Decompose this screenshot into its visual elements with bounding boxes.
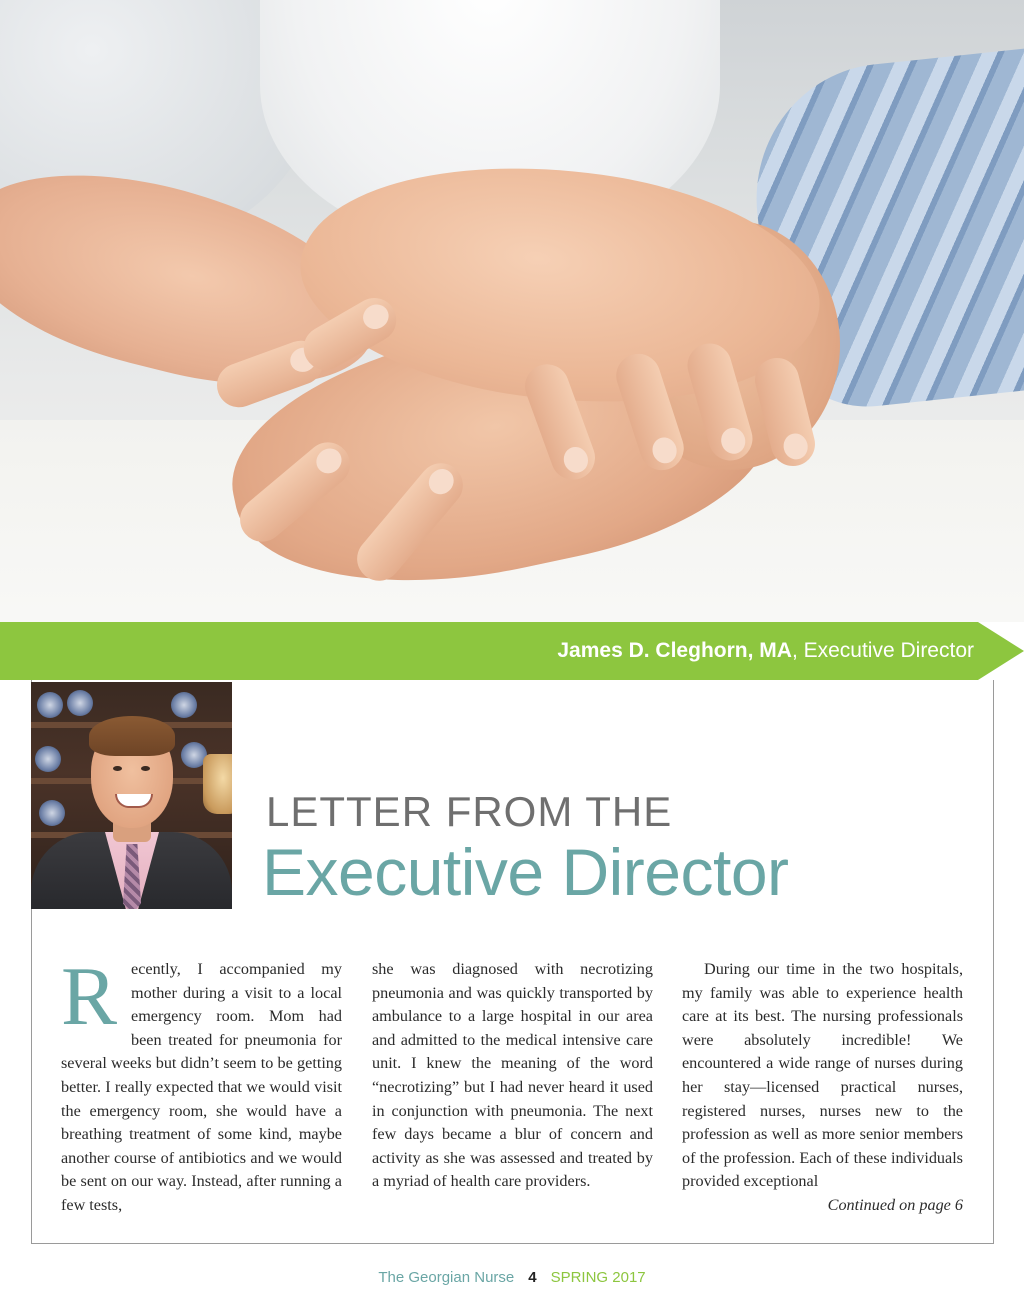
article-text-col2: she was diagnosed with necrotizing pneumonia and was quickly transported by ambulance to a large hospital in our area and admitted to the medical intensive care unit. I knew the meaning of the word “necrotizing” but I had never heard it used in conjunction with pneumonia. The next few days became a blur of concern and activity as she was assessed and treated by a myriad of health care providers. (372, 960, 653, 1191)
page-footer (0, 1269, 1024, 1286)
drop-cap: R (61, 950, 118, 1043)
article-column-3 (682, 958, 963, 1218)
author-byline (557, 639, 974, 663)
portrait-plate (37, 692, 63, 718)
article-text-col1: ecently, I accompanied my mother during a visit to a local emergency room. Mom had been treated for pneumonia for several weeks but didn’t seem to be getting better. I really expected that we would visit the emergency room, she would have a breathing treatment of some kind, maybe another course of antibiotics and we would be sent on our way. Instead, after running a few tests, (61, 960, 342, 1214)
footer-season: SPRING 2017 (550, 1269, 646, 1286)
portrait-lamp (203, 754, 232, 814)
author-role: , Executive Director (791, 639, 974, 662)
portrait-plate (35, 746, 61, 772)
page-title: Executive Director (262, 835, 789, 909)
footer-page-number: 4 (528, 1269, 537, 1286)
continued-link[interactable]: Continued on page 6 (827, 1195, 963, 1214)
portrait-hair (89, 716, 175, 756)
article-column-1 (61, 950, 342, 1218)
article-column-2 (372, 958, 653, 1194)
portrait-plate (171, 692, 197, 718)
portrait-plate (67, 690, 93, 716)
author-name: James D. Cleghorn, MA (557, 639, 792, 662)
heading-kicker: LETTER FROM THE (266, 788, 673, 835)
author-banner (0, 622, 978, 680)
portrait-eye (113, 766, 122, 771)
article-text-col3: During our time in the two hospitals, my family was able to experience health care at its best. The nursing professionals were absolutely incredible! We encountered a wide range of nurses during her stay—licensed practical nurses, registered nurses, nurses new to the profession as well as more senior members of the profession. Each of these individuals provided exceptional (682, 960, 963, 1191)
footer-magazine: The Georgian Nurse (378, 1269, 515, 1286)
hero-photo-hands (0, 0, 1024, 622)
portrait-plate (39, 800, 65, 826)
author-portrait (31, 682, 232, 909)
portrait-eye (141, 766, 150, 771)
